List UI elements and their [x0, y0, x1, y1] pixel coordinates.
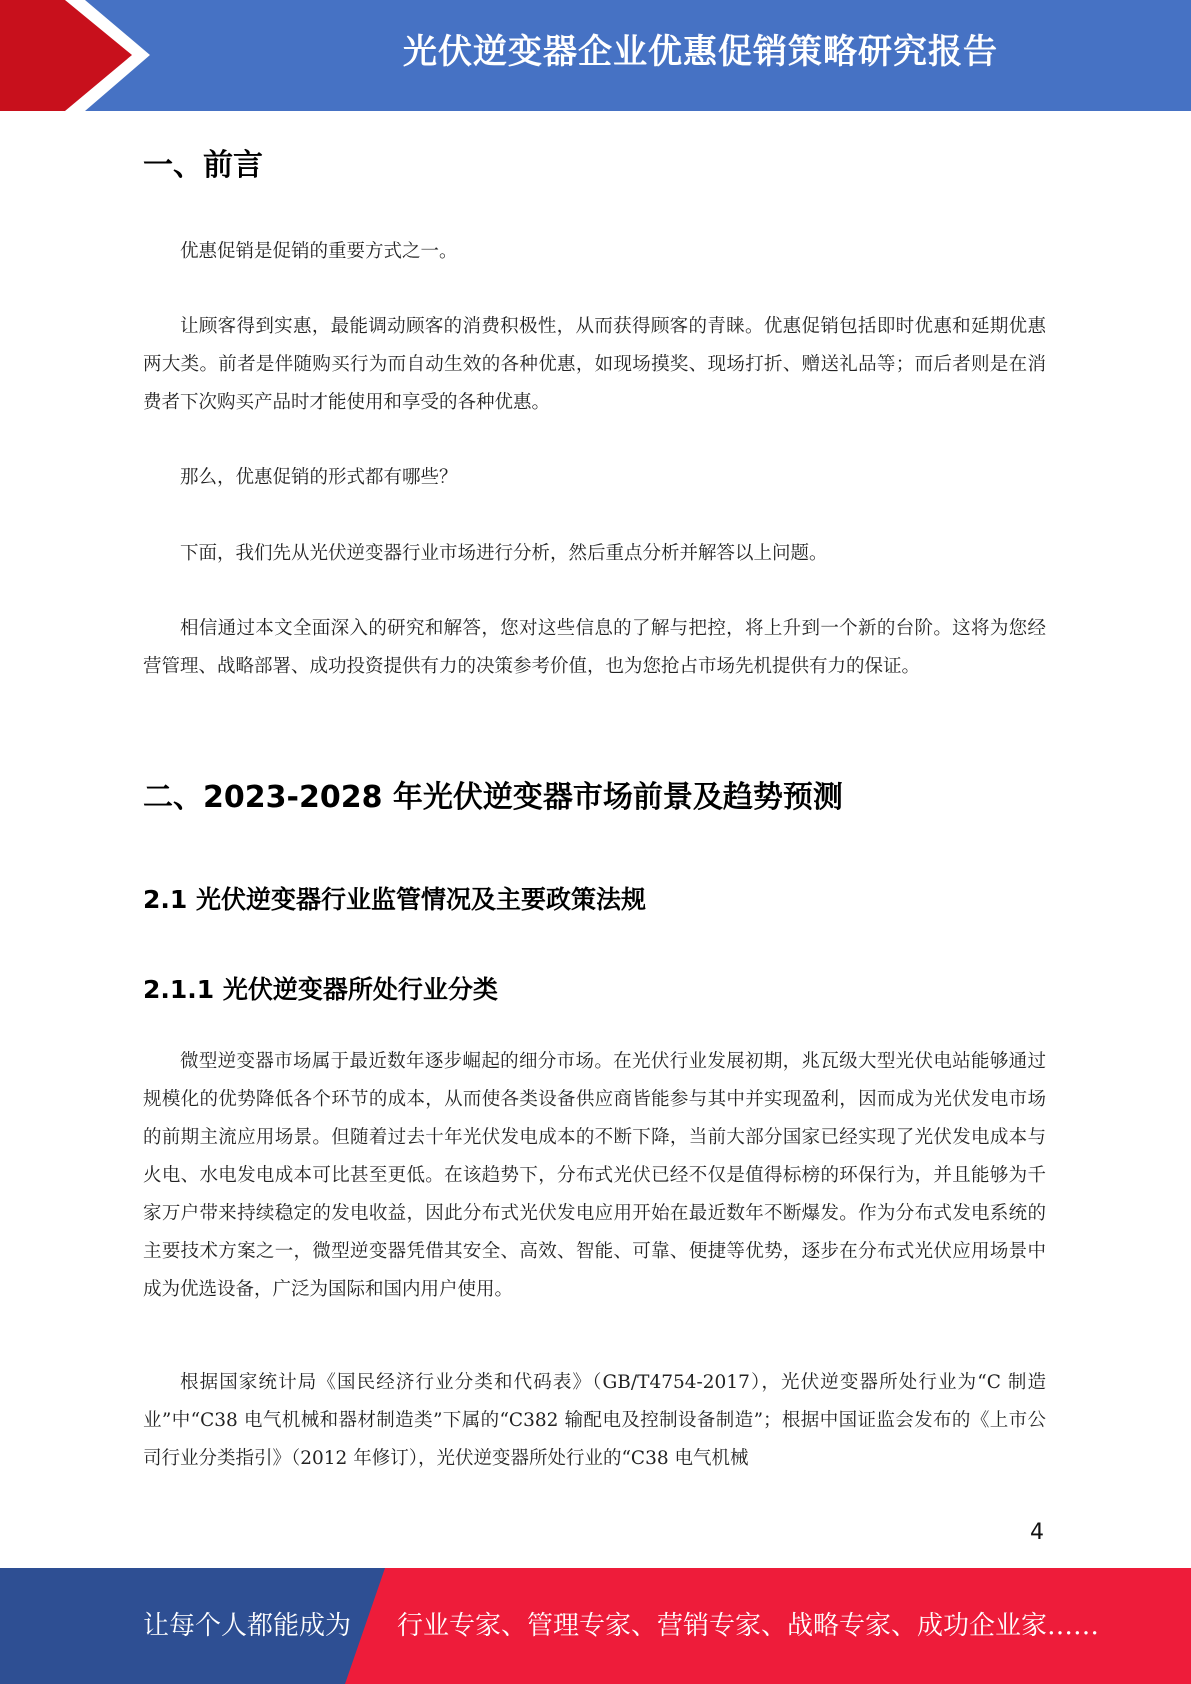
- subsection-heading: 2.1 光伏逆变器行业监管情况及主要政策法规: [143, 885, 646, 914]
- paragraph: 下面，我们先从光伏逆变器行业市场进行分析，然后重点分析并解答以上问题。: [180, 543, 828, 564]
- footer-slogan-left: 让每个人都能成为: [143, 1611, 352, 1641]
- header-chevron-icon: [0, 0, 160, 111]
- paragraph: 微型逆变器市场属于最近数年逐步崛起的细分市场。在光伏行业发展初期，兆瓦级大型光伏电站能够通过规模化的优势降低各个环节的成本，从而使各类设备供应商皆能参与其中并实现盈利，因而成为光伏发电市场的前期主流应用场景。但随着过去十年光伏发电成本的不断下降，当前大部分国家已经实现了光伏发电成本与火电、水电发电成本可比甚至更低。在该趋势下，分布式光伏已经不仅是值得标榜的环保行为，并且能够为千家万户带来持续稳定的发电收益，因此分布式光伏发电应用开始在最近数年不断爆发。作为分布式发电系统的主要技术方案之一，微型逆变器凭借其安全、高效、智能、可靠、便捷等优势，逐步在分布式光伏应用场景中成为优选设备，广泛为国际和国内用户使用。: [143, 1051, 1046, 1300]
- report-title: 光伏逆变器企业优惠促销策略研究报告: [403, 32, 998, 72]
- page-header: [0, 0, 1191, 111]
- section-heading-preface: 一、前言: [143, 148, 263, 183]
- subsubsection-heading: 2.1.1 光伏逆变器所处行业分类: [143, 975, 498, 1004]
- paragraph: 根据国家统计局《国民经济行业分类和代码表》（GB/T4754-2017），光伏逆变器所处行业为“C 制造业”中“C38 电气机械和器材制造类”下属的“C382 输配电及控制设备制造”；根据中国证监会发布的《上市公司行业分类指引》（2012 年修订），光伏逆变器所处行业的“C38 电气机械: [143, 1372, 1046, 1469]
- paragraph: 那么，优惠促销的形式都有哪些？: [180, 467, 458, 488]
- page-footer: [0, 1568, 1191, 1684]
- paragraph: 相信通过本文全面深入的研究和解答，您对这些信息的了解与把控，将上升到一个新的台阶。这将为您经营管理、战略部署、成功投资提供有力的决策参考价值，也为您抢占市场先机提供有力的保证。: [143, 618, 1046, 677]
- page-number: 4: [1030, 1520, 1044, 1545]
- paragraph: 让顾客得到实惠，最能调动顾客的消费积极性，从而获得顾客的青睐。优惠促销包括即时优惠和延期优惠两大类。前者是伴随购买行为而自动生效的各种优惠，如现场摸奖、现场打折、赠送礼品等；而后者则是在消费者下次购买产品时才能使用和享受的各种优惠。: [143, 316, 1046, 413]
- section-heading-forecast: 二、2023-2028 年光伏逆变器市场前景及趋势预测: [143, 780, 843, 815]
- footer-slogan-right: 行业专家、管理专家、营销专家、战略专家、成功企业家……: [397, 1611, 1100, 1641]
- paragraph: 优惠促销是促销的重要方式之一。: [180, 241, 458, 262]
